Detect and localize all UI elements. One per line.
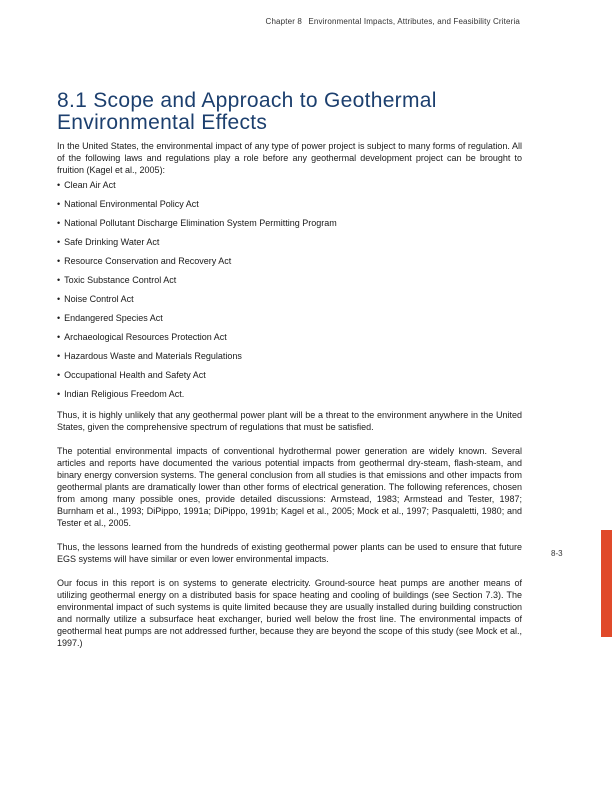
- list-item: • Endangered Species Act: [57, 312, 522, 324]
- list-item: • National Pollutant Discharge Elimination System Permitting Program: [57, 217, 522, 229]
- chapter-label: Chapter 8: [265, 17, 303, 26]
- page-number: 8-3: [551, 549, 563, 558]
- chapter-side-tab: [601, 530, 612, 637]
- section-title-line-2: Environmental Effects: [57, 111, 268, 134]
- body-paragraph: Thus, it is highly unlikely that any geothermal power plant will be a threat to the environment anywhere in the United States, given the comprehensive spectrum of regulations that must be satisfied.: [57, 410, 522, 432]
- body-paragraph: The potential environmental impacts of conventional hydrothermal power generation are widely known. Several articles and reports have documented the various potential impacts from geothermal dry-steam, flash-steam, and binary energy conversion systems. The general conclusion from all studies is that emissions and other impacts from geothermal plants are dramatically lower than other forms of electrical generation. The following references, chosen from among many possible ones, provide detailed discussions: Armstead, 1983; Armstead and Tester, 1987; Burnham et al., 1993; DiPippo, 1991a; DiPippo, 1991b; Kagel et al., 2005; Mock et al., 1997; Pasqualetti, 1980; and Tester et al., 2005.: [57, 446, 522, 528]
- intro-paragraph: In the United States, the environmental impact of any type of power project is subject to many forms of regulation. All of the following laws and regulations play a role before any geothermal development project can be brought to fruition (Kagel et al., 2005):: [57, 141, 522, 175]
- list-item: • Indian Religious Freedom Act.: [57, 388, 522, 400]
- body-paragraph: Thus, the lessons learned from the hundreds of existing geothermal power plants can be used to ensure that future EGS systems will have similar or even lower environmental impacts.: [57, 542, 522, 564]
- list-item: • Noise Control Act: [57, 293, 522, 305]
- section-title-line-1: 8.1 Scope and Approach to Geothermal: [57, 89, 437, 112]
- list-item: • Hazardous Waste and Materials Regulations: [57, 350, 522, 362]
- list-item: • Safe Drinking Water Act: [57, 236, 522, 248]
- list-item: • Resource Conservation and Recovery Act: [57, 255, 522, 267]
- list-item: • Clean Air Act: [57, 179, 522, 191]
- running-header: [266, 17, 520, 26]
- list-item: • Toxic Substance Control Act: [57, 274, 522, 286]
- regulations-list: [57, 179, 522, 400]
- list-item: • Occupational Health and Safety Act: [57, 369, 522, 381]
- chapter-title: Environmental Impacts, Attributes, and Feasibility Criteria: [308, 17, 520, 26]
- list-item: • Archaeological Resources Protection Act: [57, 331, 522, 343]
- list-item: • National Environmental Policy Act: [57, 198, 522, 210]
- page-content: [57, 90, 522, 649]
- body-paragraph: Our focus in this report is on systems to generate electricity. Ground-source heat pumps are another means of utilizing geothermal energy on a distributed basis for space heating and cooling of buildings (see Section 7.3). The environmental impact of such systems is quite limited because they are usually installed during building construction and normally utilize a subsurface heat exchanger, buried well below the frost line. The environmental impacts of geothermal heat pumps are not addressed further, because they are beyond the scope of this study (see Mock et al., 1997.): [57, 578, 522, 648]
- section-title: [57, 90, 522, 134]
